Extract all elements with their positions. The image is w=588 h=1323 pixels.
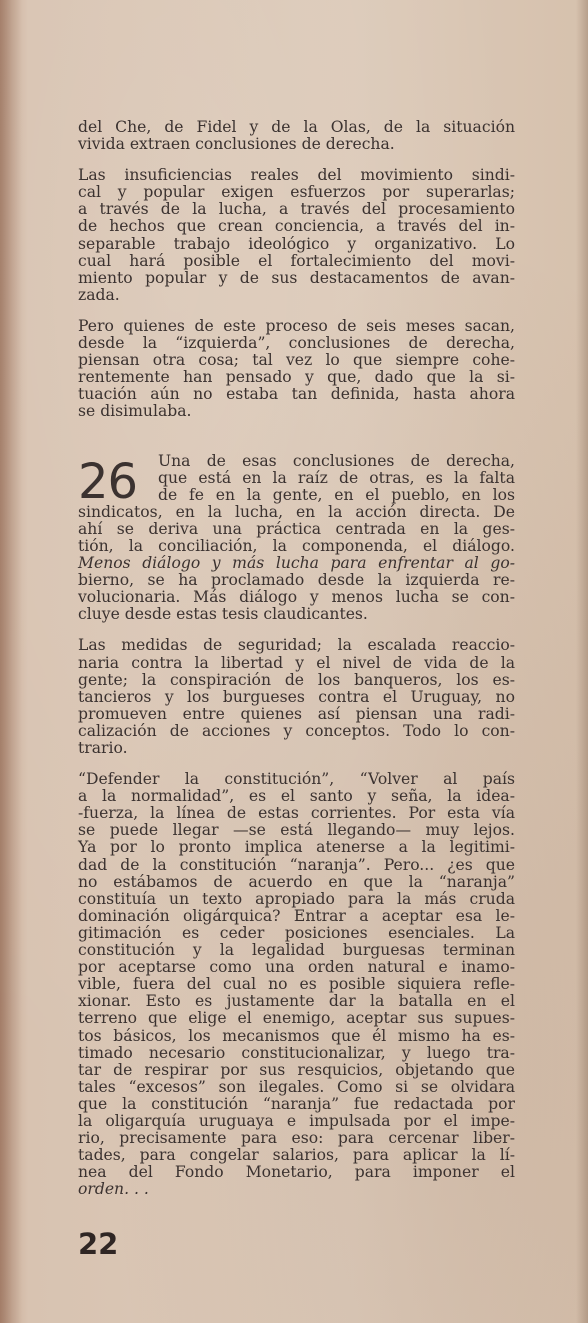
section-number: 26: [78, 454, 138, 510]
text-line: cal y popular exigen esfuerzos por superarlas;: [78, 183, 515, 202]
text-line: tades, para congelar salarios, para aplicar la lí-: [78, 1146, 515, 1165]
text-line: que está en la raíz de otras, es la falta: [158, 468, 515, 487]
page-number: 22: [78, 1227, 119, 1261]
text-line: se puede llegar —se está llegando— muy lejos.: [78, 821, 515, 840]
text-line: terreno que elige el enemigo, aceptar sus supues-: [78, 1009, 515, 1028]
page-shadow-right: [576, 0, 588, 1323]
text-line: piensan otra cosa; tal vez lo que siempre cohe-: [78, 351, 515, 370]
text-line-italic: orden. . .: [78, 1180, 149, 1199]
text-line: de fe en la gente, en el pueblo, en los: [158, 485, 515, 504]
text-line: Una de esas conclusiones de derecha,: [158, 451, 515, 470]
text-line: que la constitución “naranja” fue redactada por: [78, 1094, 515, 1113]
text-line: constituía un texto apropiado para la más cruda: [78, 889, 515, 908]
text-line: timado necesario constitucionalizar, y luego tra-: [78, 1043, 515, 1062]
text-line: vivida extraen conclusiones de derecha.: [78, 135, 395, 154]
text-line: rentemente han pensado y que, dado que la si-: [78, 368, 515, 387]
text-line-italic: Menos diálogo y más lucha para enfrentar al go-: [78, 554, 515, 573]
text-line: Ya por lo pronto implica atenerse a la legitimi-: [78, 838, 515, 857]
text-line: “Defender la constitución”, “Volver al país: [78, 770, 515, 789]
text-line: bierno, se ha proclamado desde la izquierda re-: [78, 571, 515, 590]
text-line: miento popular y de sus destacamentos de avan-: [78, 268, 515, 287]
text-line: Las insuficiencias reales del movimiento sindi-: [78, 166, 515, 185]
text-line: gitimación es ceder posiciones esenciales. La: [78, 923, 515, 942]
text-line: se disimulaba.: [78, 402, 192, 421]
text-line: tuación aún no estaba tan definida, hasta ahora: [78, 385, 515, 404]
text-line: cluye desde estas tesis claudicantes.: [78, 605, 368, 624]
text-line: calización de acciones y conceptos. Todo lo con-: [78, 721, 515, 740]
text-line: -fuerza, la línea de estas corrientes. Por esta vía: [78, 804, 515, 823]
text-line: por aceptarse como una orden natural e inamo-: [78, 958, 515, 977]
text-line: desde la “izquierda”, conclusiones de derecha,: [78, 334, 515, 353]
text-line: dominación oligárquica? Entrar a aceptar esa le-: [78, 906, 515, 925]
text-line: trario.: [78, 739, 128, 757]
text-line: sindicatos, en la lucha, en la acción directa. De: [78, 502, 515, 521]
text-line: constitución y la legalidad burguesas terminan: [78, 941, 515, 960]
text-line: gente; la conspiración de los banqueros, los es-: [78, 670, 515, 689]
text-line: dad de la constitución “naranja”. Pero... ¿es que: [78, 855, 515, 874]
text-line: no estábamos de acuerdo en que la “naranja”: [78, 872, 515, 891]
body-text: [78, 119, 515, 1198]
text-line: cual hará posible el fortalecimiento del movi-: [78, 251, 515, 270]
text-line: rio, precisamente para eso: para cercenar liber-: [78, 1129, 515, 1148]
text-line: nea del Fondo Monetario, para imponer el: [78, 1163, 515, 1182]
text-line: del Che, de Fidel y de la Olas, de la situación: [78, 118, 515, 136]
text-line: zada.: [78, 285, 120, 304]
text-line: la oligarquía uruguaya e impulsada por el impe-: [78, 1111, 515, 1130]
text-line: separable trabajo ideológico y organizativo. Lo: [78, 234, 515, 253]
text-line: volucionaria. Más diálogo y menos lucha se con-: [78, 588, 515, 607]
text-line: naria contra la libertad y el nivel de vida de la: [78, 653, 515, 672]
text-line: a la normalidad”, es el santo y seña, la idea-: [78, 787, 515, 806]
text-line: tos básicos, los mecanismos que él mismo ha es-: [78, 1026, 515, 1045]
text-line: a través de la lucha, a través del procesamiento: [78, 200, 515, 219]
text-line: de hechos que crean conciencia, a través del in-: [78, 217, 515, 236]
text-line: promueven entre quienes así piensan una radi-: [78, 704, 515, 723]
text-line: Pero quienes de este proceso de seis meses sacan,: [78, 316, 515, 335]
text-line: tión, la conciliación, la componenda, el diálogo.: [78, 536, 515, 555]
text-line: ahí se deriva una práctica centrada en la ges-: [78, 519, 515, 538]
text-line: tar de respirar por sus resquicios, objetando que: [78, 1060, 515, 1079]
text-line: vible, fuera del cual no es posible siquiera refle-: [78, 975, 515, 994]
text-line: tales “excesos” son ilegales. Como si se olvidara: [78, 1077, 515, 1096]
text-line: xionar. Esto es justamente dar la batalla en el: [78, 992, 515, 1011]
page-shadow-left: [0, 0, 22, 1323]
text-line: tancieros y los burgueses contra el Uruguay, no: [78, 687, 515, 706]
text-line: Las medidas de seguridad; la escalada reaccio-: [78, 636, 515, 655]
